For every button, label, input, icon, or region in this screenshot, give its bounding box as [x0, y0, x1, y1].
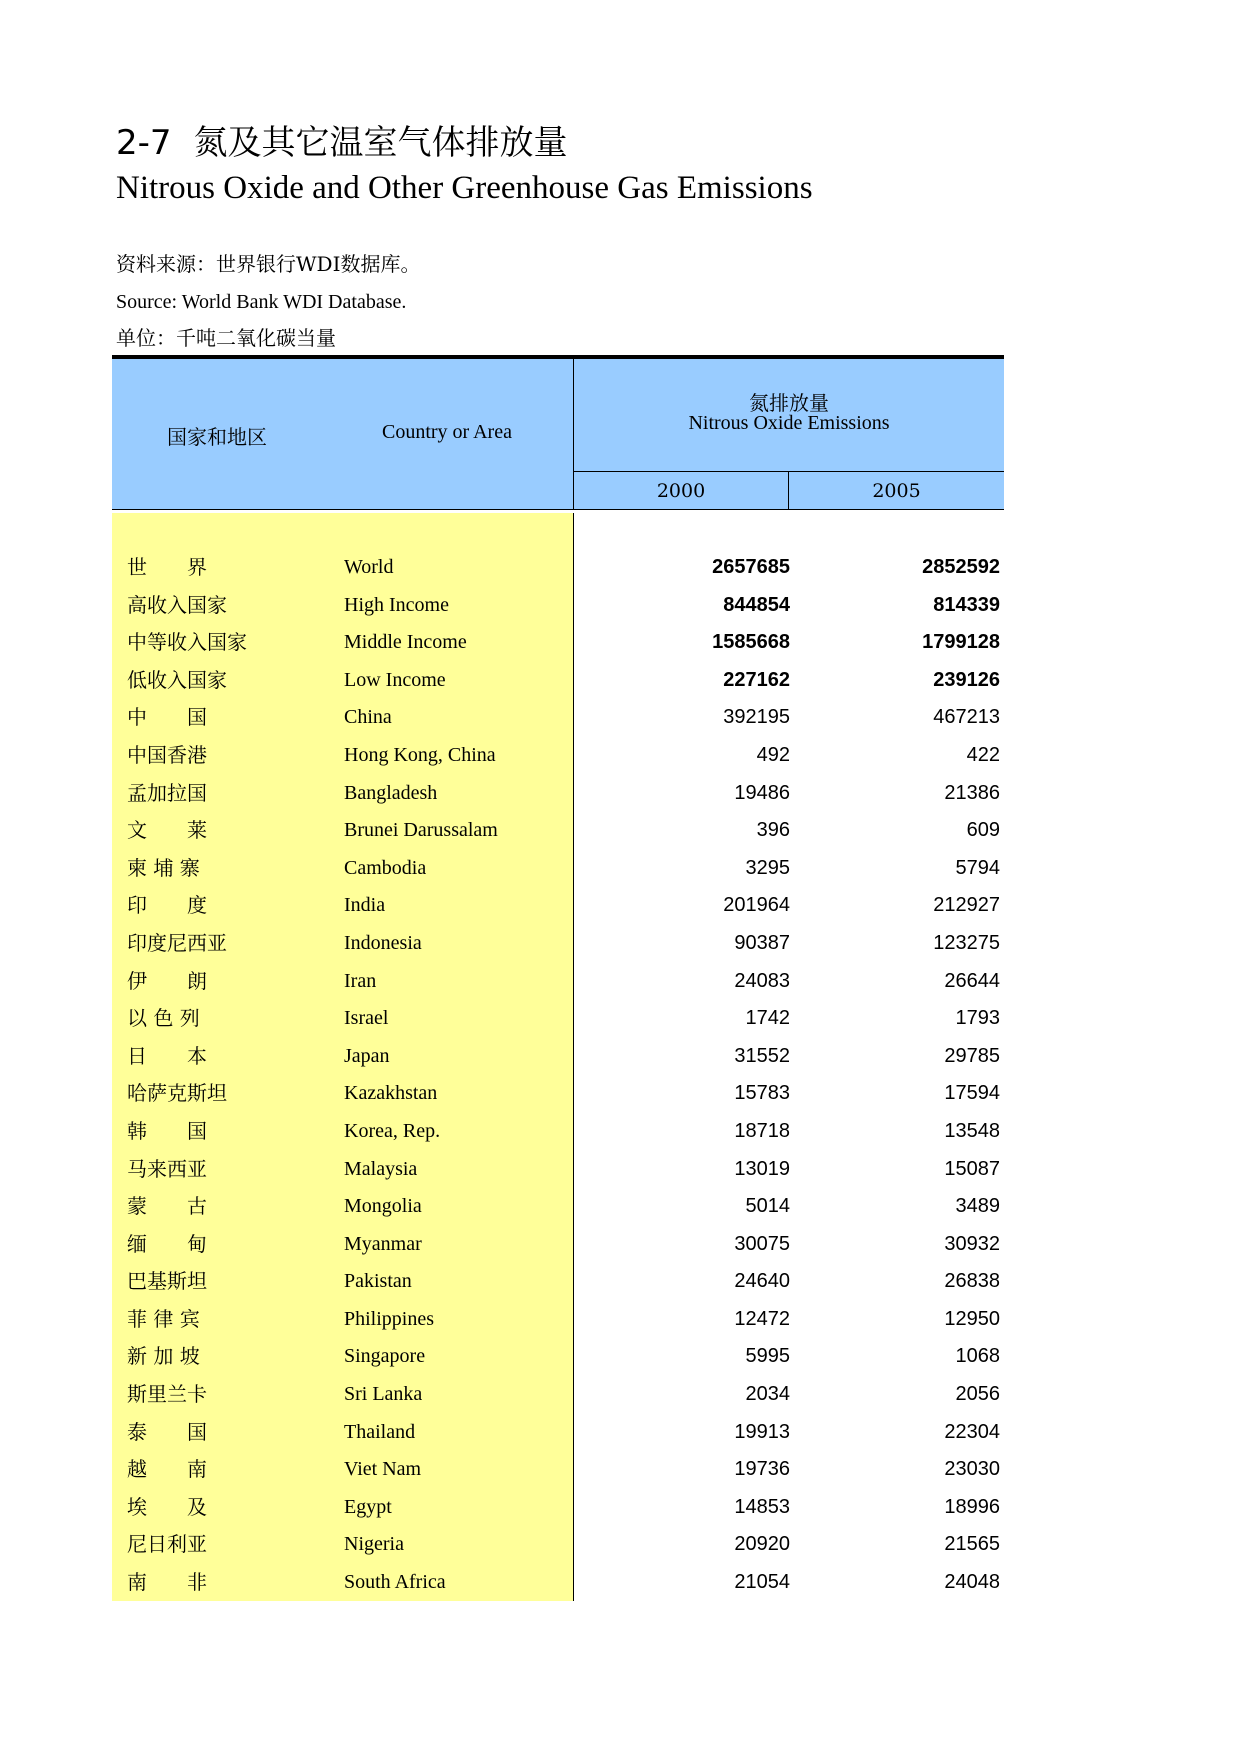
value-2005: 1799128: [922, 631, 1000, 654]
table-number: 2-7: [116, 123, 172, 163]
source-note-en: Source: World Bank WDI Database.: [116, 291, 407, 313]
country-name-cn: 柬 埔 寨: [127, 855, 200, 880]
country-name-en: Low Income: [344, 668, 446, 691]
country-name-cn: 泰 国: [127, 1419, 207, 1444]
country-name-cn: 缅 甸: [127, 1231, 207, 1256]
value-2005: 13548: [944, 1119, 1000, 1142]
header-year-2000: 2000: [574, 472, 789, 510]
country-name-cn: 蒙 古: [127, 1194, 207, 1219]
title-cn-text: 氮及其它温室气体排放量: [193, 123, 568, 163]
value-2000: 18718: [734, 1119, 790, 1142]
value-2005: 26644: [944, 969, 1000, 992]
table-row: [112, 1338, 1004, 1376]
page-title-en: Nitrous Oxide and Other Greenhouse Gas Emissions: [116, 170, 813, 206]
country-name-en: India: [344, 894, 386, 917]
value-2005: 17594: [944, 1082, 1000, 1105]
value-2000: 2657685: [712, 556, 790, 578]
value-2005: 609: [966, 819, 1000, 842]
emissions-table: [112, 355, 1004, 1601]
table-row: [112, 812, 1004, 850]
value-2000: 13019: [734, 1157, 790, 1180]
value-2000: 492: [756, 743, 790, 766]
country-name-en: Nigeria: [344, 1533, 404, 1556]
table-row: [112, 1564, 1004, 1602]
country-name-en: World: [344, 556, 394, 578]
country-name-en: South Africa: [344, 1571, 446, 1594]
value-2000: 12472: [734, 1307, 790, 1330]
table-row: [112, 925, 1004, 963]
country-name-en: Myanmar: [344, 1232, 422, 1255]
value-2000: 1585668: [712, 631, 790, 654]
country-name-cn: 斯里兰卡: [127, 1382, 207, 1407]
country-name-cn: 南 非: [127, 1570, 207, 1595]
value-2000: 24083: [734, 969, 790, 992]
table-row: [112, 1188, 1004, 1226]
header-country-cell: [112, 359, 574, 510]
table-row: [112, 1301, 1004, 1339]
table-row: [112, 887, 1004, 925]
value-2000: 5995: [745, 1345, 790, 1368]
unit-note: 单位：千吨二氧化碳当量: [116, 326, 336, 350]
table-row: [112, 549, 1004, 587]
value-2005: 30932: [944, 1232, 1000, 1255]
table-body: [112, 513, 1004, 1601]
country-name-cn: 世 界: [127, 555, 207, 579]
country-name-en: Egypt: [344, 1495, 392, 1518]
country-name-en: Malaysia: [344, 1157, 418, 1180]
value-2005: 212927: [933, 894, 1000, 917]
country-name-en: Sri Lanka: [344, 1383, 423, 1406]
table-row: [112, 1376, 1004, 1414]
country-name-en: Israel: [344, 1007, 389, 1030]
table-row: [112, 963, 1004, 1001]
table-row: [112, 699, 1004, 737]
country-name-en: Mongolia: [344, 1195, 422, 1218]
country-name-cn: 孟加拉国: [127, 780, 207, 805]
table-row: [112, 1151, 1004, 1189]
country-name-en: Singapore: [344, 1345, 426, 1368]
table-row: [112, 1263, 1004, 1301]
table-row: [112, 850, 1004, 888]
value-2000: 844854: [723, 593, 790, 616]
country-name-cn: 中等收入国家: [127, 630, 247, 655]
value-2005: 239126: [933, 668, 1000, 691]
country-name-cn: 越 南: [127, 1457, 207, 1482]
table-row: [112, 1489, 1004, 1527]
country-name-en: Korea, Rep.: [344, 1119, 441, 1142]
table-row: [112, 775, 1004, 813]
value-2000: 20920: [734, 1533, 790, 1556]
country-name-cn: 高收入国家: [127, 592, 227, 617]
country-name-en: Kazakhstan: [344, 1082, 438, 1105]
source-note-cn: 资料来源：世界银行WDI数据库。: [116, 252, 421, 276]
table-row: [112, 662, 1004, 700]
table-row: [112, 1414, 1004, 1452]
table-row: [112, 1075, 1004, 1113]
country-name-en: Pakistan: [344, 1270, 412, 1293]
country-name-cn: 菲 律 宾: [127, 1306, 200, 1331]
value-2005: 21386: [944, 781, 1000, 804]
value-2005: 123275: [933, 931, 1000, 954]
value-2005: 18996: [944, 1495, 1000, 1518]
value-2000: 201964: [723, 894, 790, 917]
header-group-cn: 氮排放量: [749, 391, 829, 415]
country-name-en: High Income: [344, 593, 449, 616]
table-row: [112, 737, 1004, 775]
value-2000: 3295: [745, 856, 790, 879]
country-name-en: Iran: [344, 969, 377, 992]
country-name-cn: 尼日利亚: [127, 1532, 207, 1557]
value-2000: 21054: [734, 1571, 790, 1594]
value-2000: 1742: [745, 1007, 790, 1030]
value-2005: 467213: [933, 706, 1000, 729]
value-2005: 23030: [944, 1458, 1000, 1481]
value-2005: 2056: [955, 1383, 1000, 1406]
country-name-cn: 日 本: [127, 1043, 207, 1068]
value-2005: 26838: [944, 1270, 1000, 1293]
country-name-cn: 印 度: [127, 893, 207, 918]
table-row: [112, 587, 1004, 625]
country-name-en: Philippines: [344, 1307, 435, 1330]
value-2000: 31552: [734, 1044, 790, 1067]
country-name-cn: 哈萨克斯坦: [127, 1081, 227, 1106]
country-name-cn: 低收入国家: [127, 667, 227, 692]
value-2005: 15087: [944, 1157, 1000, 1180]
value-2000: 19913: [734, 1420, 790, 1443]
value-2005: 29785: [944, 1044, 1000, 1067]
header-emissions-cell: [574, 359, 1004, 510]
value-2000: 5014: [745, 1195, 790, 1218]
value-2005: 24048: [944, 1571, 1000, 1594]
country-name-cn: 中国香港: [127, 742, 207, 767]
value-2000: 396: [756, 819, 790, 842]
value-2005: 2852592: [922, 556, 1000, 578]
header-year-2005: 2005: [872, 480, 921, 502]
header-country-cn: 国家和地区: [167, 425, 267, 449]
value-2005: 5794: [955, 856, 1000, 879]
value-2000: 15783: [734, 1082, 790, 1105]
value-2005: 3489: [955, 1195, 1000, 1218]
country-name-en: Indonesia: [344, 931, 422, 954]
header-group-en: Nitrous Oxide Emissions: [688, 412, 890, 434]
country-name-en: Japan: [344, 1044, 390, 1067]
country-name-cn: 巴基斯坦: [127, 1269, 207, 1294]
country-name-en: Bangladesh: [344, 781, 438, 804]
table-rows: [112, 549, 1004, 1602]
value-2000: 19736: [734, 1458, 790, 1481]
value-2005: 1793: [955, 1007, 1000, 1030]
value-2000: 90387: [734, 931, 790, 954]
country-name-en: Viet Nam: [344, 1458, 422, 1481]
value-2005: 12950: [944, 1307, 1000, 1330]
country-name-cn: 新 加 坡: [127, 1344, 200, 1369]
value-2000: 19486: [734, 781, 790, 804]
value-2005: 814339: [933, 593, 1000, 616]
table-row: [112, 1038, 1004, 1076]
country-name-en: China: [344, 706, 392, 729]
table-row: [112, 1226, 1004, 1264]
table-row: [112, 1526, 1004, 1564]
country-name-en: Thailand: [344, 1420, 416, 1443]
value-2000: 227162: [723, 668, 790, 691]
value-2000: 30075: [734, 1232, 790, 1255]
value-2000: 14853: [734, 1495, 790, 1518]
header-years: [574, 471, 1004, 510]
country-name-cn: 韩 国: [127, 1118, 207, 1143]
value-2000: 2034: [745, 1383, 790, 1406]
table-row: [112, 1113, 1004, 1151]
header-country-en: Country or Area: [382, 421, 512, 443]
country-name-en: Hong Kong, China: [344, 743, 496, 766]
value-2005: 422: [966, 743, 1000, 766]
country-name-en: Cambodia: [344, 856, 427, 879]
country-name-en: Brunei Darussalam: [344, 819, 498, 842]
table-header: [112, 355, 1004, 513]
country-name-cn: 埃 及: [127, 1494, 207, 1519]
value-2005: 1068: [955, 1345, 1000, 1368]
country-name-cn: 伊 朗: [127, 968, 207, 993]
value-2005: 21565: [944, 1533, 1000, 1556]
country-name-cn: 文 莱: [127, 818, 207, 843]
value-2000: 24640: [734, 1270, 790, 1293]
country-name-cn: 印度尼西亚: [127, 930, 227, 955]
page-title-cn: [116, 122, 568, 164]
country-name-cn: 马来西亚: [127, 1156, 207, 1181]
table-row: [112, 1000, 1004, 1038]
country-name-cn: 以 色 列: [127, 1006, 200, 1031]
table-row: [112, 624, 1004, 662]
table-row: [112, 1451, 1004, 1489]
value-2005: 22304: [944, 1420, 1000, 1443]
country-name-en: Middle Income: [344, 631, 467, 654]
country-name-cn: 中 国: [127, 705, 207, 730]
value-2000: 392195: [723, 706, 790, 729]
